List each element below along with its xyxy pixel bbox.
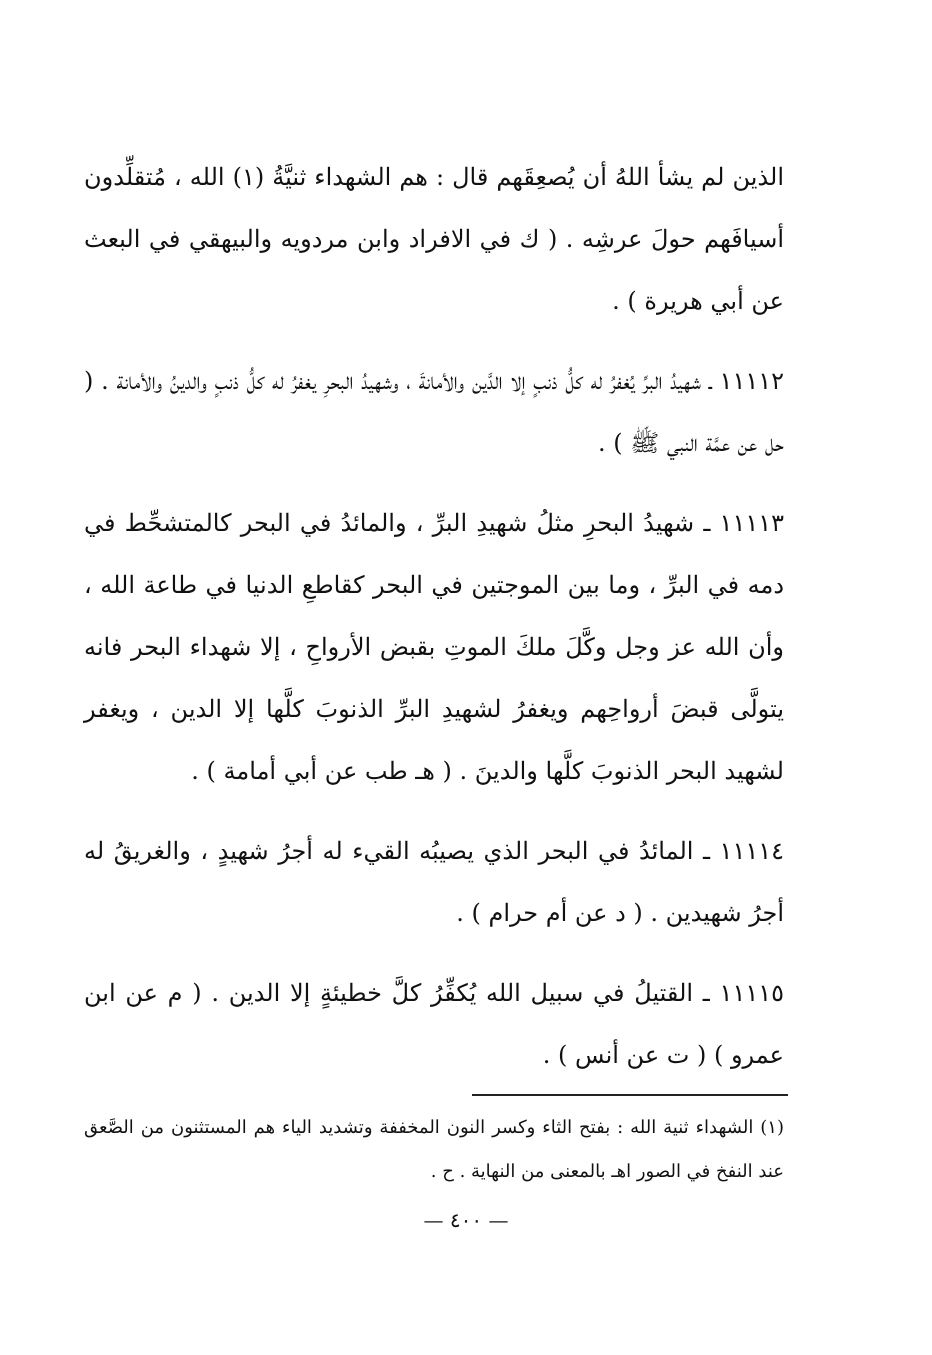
footnote-1: (١) الشهداء ثنية الله : بفتح الثاء وكسر النون المخففة وتشديد الياء هم المستثنون من الصَّعق عند النفخ في الصور اهـ بالمعنى من النهاية . ح .: [84, 1117, 784, 1182]
footnotes: [84, 1106, 784, 1194]
paragraph-1: الذين لم يشأ اللهُ أن يُصعِقَهم قال : هم الشهداء ثنيَّةُ (١) الله ، مُتقلِّدون أسيافَهم حولَ عرشِه . ( ك في الافراد وابن مردويه والبيهقي في البعث عن أبي هريرة ) .: [84, 163, 784, 315]
hadith-11112: ١١١١٢ ـ شهيدُ البرِّ يُغفرُ له كلُّ ذنبٍ إلا الدَّين والأمانةَ ، وشهيدُ البحرِ يغفرُ له كلُّ ذنبٍ والدينُ والأمانة . ( حل عن عمَّة النبي ﷺ ) .: [84, 367, 784, 457]
page-number: — ٤٠٠ —: [423, 1208, 509, 1232]
hadith-11113: ١١١١٣ ـ شهيدُ البحرِ مثلُ شهيدِ البرِّ ، والمائدُ في البحر كالمتشحِّط في دمه في البرِّ ، وما بين الموجتين في البحر كقاطعِ الدنيا في طاعة الله ، وأن الله عز وجل وكَّلَ ملكَ الموتِ بقبض الأرواحِ ، إلا شهداء البحر فانه يتولَّى قبضَ أرواحِهم ويغفرُ لشهيدِ البرِّ الذنوبَ كلَّها إلا الدين ، ويغفر لشهيد البحر الذنوبَ كلَّها والدينَ . ( هـ طب عن أبي أمامة ) .: [84, 509, 785, 785]
main-text: [84, 146, 784, 1104]
footnote-divider: [472, 1094, 788, 1096]
hadith-11115: ١١١١٥ ـ القتيلُ في سبيل الله يُكفِّرُ كلَّ خطيئةٍ إلا الدين . ( م عن ابن عمرو ) ( ت عن أنس ) .: [84, 979, 784, 1069]
hadith-11114: ١١١١٤ ـ المائدُ في البحر الذي يصيبُه القيء له أجرُ شهيدٍ ، والغريقُ له أجرُ شهيدين . ( د عن أم حرام ) .: [84, 837, 784, 927]
